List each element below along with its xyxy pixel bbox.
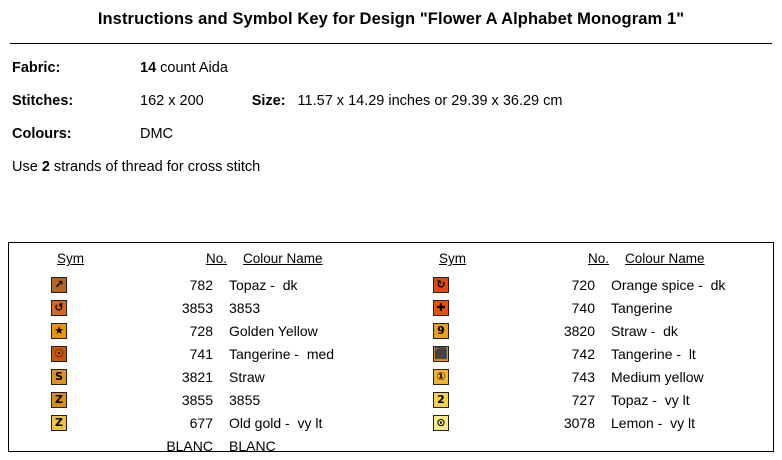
symbol-cell	[425, 392, 503, 408]
table-row	[43, 434, 381, 457]
color-swatch-icon: 2	[433, 392, 449, 408]
symbol-cell	[425, 323, 503, 339]
table-row	[425, 319, 763, 342]
fabric-row	[12, 60, 774, 76]
color-swatch-icon: ⊙	[433, 415, 449, 431]
colour-name: Topaz - vy lt	[611, 391, 690, 408]
symbol-cell	[425, 277, 503, 293]
colour-name: 3853	[229, 299, 261, 316]
color-swatch-icon: Z	[51, 415, 67, 431]
header-no: No.	[205, 251, 227, 266]
thread-number: 743	[571, 368, 595, 385]
fabric-count: 14	[140, 60, 157, 76]
strands-post: strands of thread for cross stitch	[49, 159, 261, 175]
thread-number: 3820	[563, 322, 595, 339]
colour-name: BLANC	[229, 437, 276, 454]
thread-number: 3821	[181, 368, 213, 385]
key-header-left	[43, 251, 381, 266]
table-row	[425, 273, 763, 296]
colour-name: Tangerine	[611, 299, 673, 316]
colour-name: Old gold - vy lt	[229, 414, 323, 431]
symbol-cell	[425, 415, 503, 431]
color-swatch-icon: ↗	[51, 277, 67, 293]
colour-name: Straw - dk	[611, 322, 678, 339]
table-row	[425, 365, 763, 388]
symbol-cell	[425, 369, 503, 385]
table-row	[43, 388, 381, 411]
colours-row	[12, 126, 774, 142]
thread-number: 742	[571, 345, 595, 362]
colour-name: Orange spice - dk	[611, 276, 726, 293]
page-title: Instructions and Symbol Key for Design "Flower A Alphabet Monogram 1"	[97, 10, 685, 28]
table-row	[425, 296, 763, 319]
color-swatch-icon: ★	[51, 323, 67, 339]
symbol-cell	[43, 323, 121, 339]
color-swatch-icon: ①	[433, 369, 449, 385]
thread-number: 741	[189, 345, 213, 362]
instruction-sheet	[0, 10, 782, 460]
design-info	[12, 60, 774, 142]
thread-number: 720	[571, 276, 595, 293]
thread-number: 727	[571, 391, 595, 408]
symbol-cell	[425, 346, 503, 362]
stitches-label: Stitches:	[12, 93, 74, 109]
strands-count: 2	[41, 159, 50, 175]
symbol-key-box	[8, 242, 774, 452]
colour-name: Golden Yellow	[229, 322, 318, 339]
fabric-unit: count Aida	[156, 60, 228, 76]
table-row	[43, 273, 381, 296]
thread-number: 677	[189, 414, 213, 431]
thread-number: 782	[189, 276, 213, 293]
strands-pre: Use	[12, 159, 42, 175]
table-row	[425, 342, 763, 365]
colour-name: Tangerine - lt	[611, 345, 696, 362]
symbol-cell	[43, 369, 121, 385]
stitches-row	[12, 93, 774, 109]
table-row	[43, 319, 381, 342]
colour-name: Tangerine - med	[229, 345, 335, 362]
colour-name: Lemon - vy lt	[611, 414, 696, 431]
colours-label: Colours:	[12, 126, 72, 142]
color-swatch-icon: ↻	[433, 277, 449, 293]
colour-name: Topaz - dk	[229, 276, 298, 293]
color-swatch-icon: 9	[433, 323, 449, 339]
color-swatch-icon: ✚	[433, 300, 449, 316]
size-value: 11.57 x 14.29 inches or 29.39 x 36.29 cm	[297, 93, 563, 109]
table-row	[43, 411, 381, 434]
thread-number: 3853	[181, 299, 213, 316]
colour-name: Medium yellow	[611, 368, 704, 385]
fabric-value	[140, 60, 228, 76]
symbol-cell	[425, 300, 503, 316]
header-name: Colour Name	[243, 251, 323, 266]
thread-number: 3855	[181, 391, 213, 408]
table-row	[425, 388, 763, 411]
thread-number: 740	[571, 299, 595, 316]
color-swatch-icon: ⬛	[434, 347, 448, 360]
color-swatch-icon: S	[51, 369, 67, 385]
header-sym: Sym	[439, 251, 466, 266]
table-row	[43, 296, 381, 319]
symbol-cell	[43, 277, 121, 293]
thread-number: 3078	[563, 414, 595, 431]
fabric-label: Fabric:	[12, 60, 61, 76]
stitches-value: 162 x 200	[140, 93, 204, 109]
table-row	[43, 342, 381, 365]
title-divider	[10, 43, 772, 44]
colour-name: Straw	[229, 368, 265, 385]
header-name: Colour Name	[625, 251, 705, 266]
color-swatch-icon: ☉	[51, 346, 67, 362]
size-label: Size:	[251, 93, 286, 109]
strands-note	[12, 159, 774, 175]
table-row	[43, 365, 381, 388]
thread-number: 728	[189, 322, 213, 339]
colours-value: DMC	[140, 126, 174, 142]
header-no: No.	[587, 251, 609, 266]
table-row	[425, 411, 763, 434]
symbol-cell	[43, 415, 121, 431]
symbol-key-right-column	[391, 251, 773, 457]
key-header-right	[425, 251, 763, 266]
header-sym: Sym	[57, 251, 84, 266]
symbol-key-left-column	[9, 251, 391, 457]
color-swatch-icon: Z	[51, 392, 67, 408]
colour-name: 3855	[229, 391, 261, 408]
symbol-cell	[43, 300, 121, 316]
color-swatch-icon: ↺	[51, 300, 67, 316]
symbol-cell	[43, 392, 121, 408]
thread-number: BLANC	[166, 437, 213, 454]
symbol-cell	[43, 346, 121, 362]
